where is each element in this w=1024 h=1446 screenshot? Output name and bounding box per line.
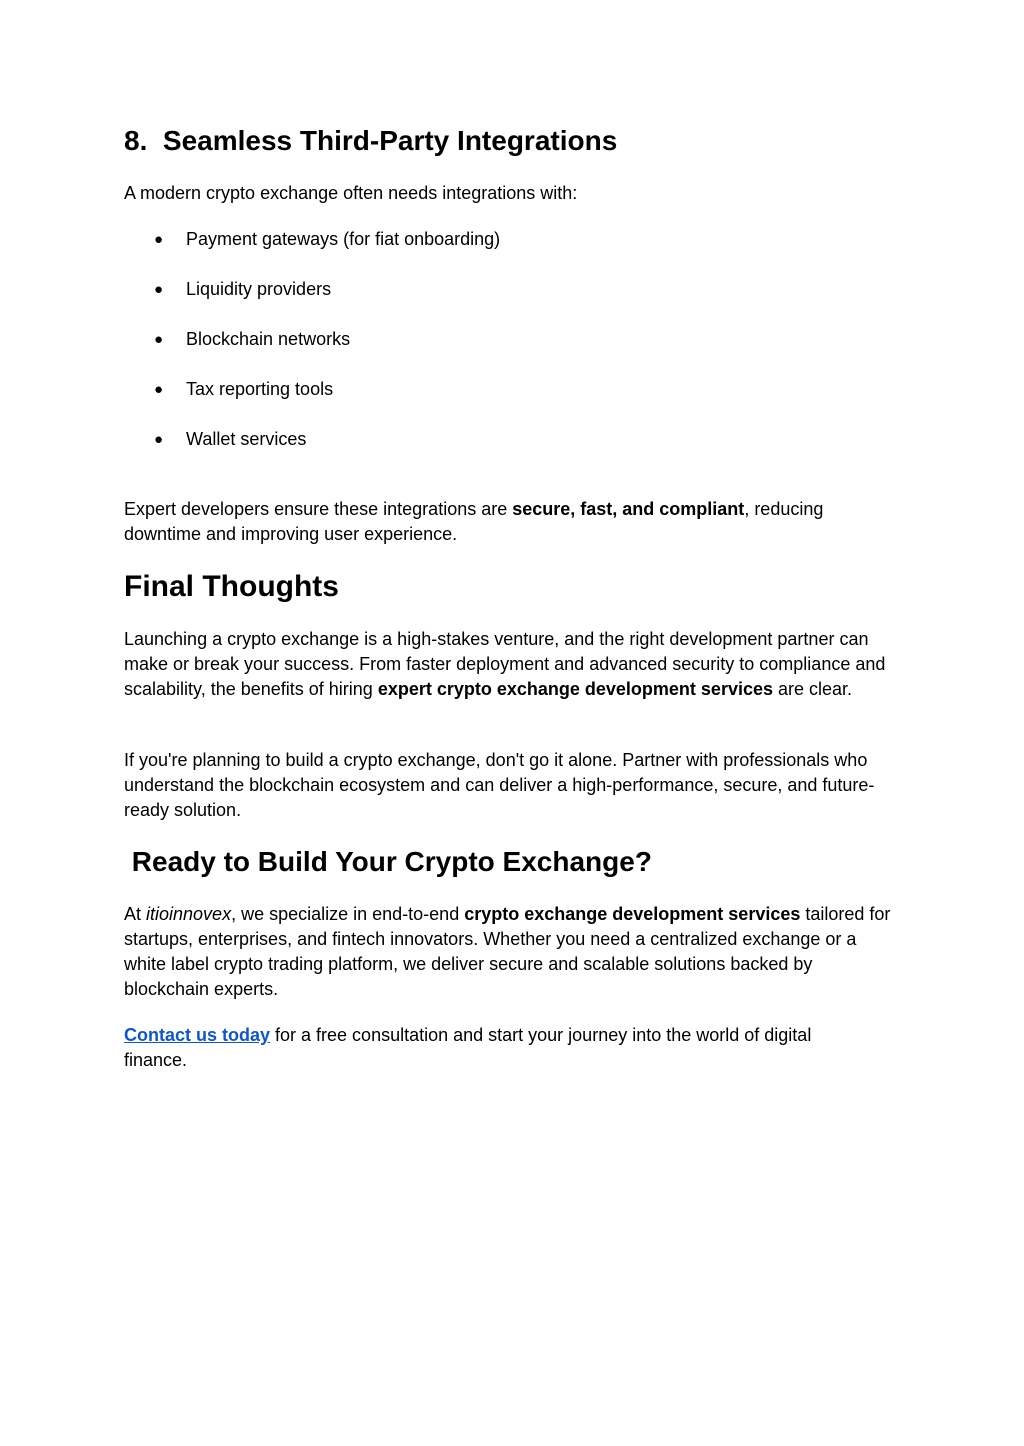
cta-paragraph-2	[124, 1023, 874, 1073]
cta-paragraph-1	[124, 902, 894, 1002]
integrations-intro: A modern crypto exchange often needs integrations with:	[124, 183, 578, 203]
contact-us-link[interactable]: Contact us today	[124, 1025, 271, 1045]
paragraph-text-end: are clear.	[773, 679, 853, 699]
list-item-text: Liquidity providers	[186, 279, 332, 299]
paragraph-emphasis: expert crypto exchange development services	[377, 679, 773, 699]
list-item	[124, 377, 900, 402]
list-item	[124, 227, 900, 252]
cta-text-middle: , we specialize in end-to-end	[231, 904, 465, 924]
section-heading-integrations: 8. Seamless Third-Party Integrations	[124, 125, 618, 156]
list-item-text: Payment gateways (for fiat onboarding)	[186, 229, 501, 249]
list-item-text: Wallet services	[186, 429, 307, 449]
list-item	[124, 277, 900, 302]
section-heading-cta: Ready to Build Your Crypto Exchange?	[124, 846, 652, 877]
final-thoughts-paragraph-1	[124, 627, 894, 702]
summary-text-start: Expert developers ensure these integrations are	[124, 499, 513, 519]
integrations-list	[124, 227, 900, 452]
list-item	[124, 427, 900, 452]
bullet-icon: ●	[154, 331, 164, 348]
cta-text-at: At	[124, 904, 147, 924]
section-heading-final-thoughts: Final Thoughts	[124, 570, 339, 603]
final-thoughts-paragraph-2: If you're planning to build a crypto exchange, don't go it alone. Partner with professionals who understand the blockchain ecosystem and can deliver a high-performance, secure, and future-ready solution.	[124, 750, 875, 820]
list-item-text: Blockchain networks	[186, 329, 351, 349]
bullet-icon: ●	[154, 281, 164, 298]
company-name: itioinnovex	[146, 904, 232, 924]
integrations-summary	[124, 497, 884, 547]
cta-text-end: tailored for startups, enterprises, and fintech innovators. Whether you need a centralized exchange or a white label crypto trading platform, we deliver secure and scalable solutions backed by blockchain experts.	[124, 904, 891, 999]
list-item	[124, 327, 900, 352]
paragraph-text-start: Launching a crypto exchange is a high-stakes venture, and the right development partner can make or break your success. From faster deployment and advanced security to compliance and scalability, the benefits of hiring	[124, 629, 886, 699]
bullet-icon: ●	[154, 381, 164, 398]
summary-text-end: , reducing downtime and improving user experience.	[124, 499, 824, 544]
cta-closing-text: for a free consultation and start your journey into the world of digital finance.	[124, 1025, 812, 1070]
summary-emphasis: secure, fast, and compliant	[512, 499, 745, 519]
cta-emphasis: crypto exchange development services	[464, 904, 801, 924]
bullet-icon: ●	[154, 431, 164, 448]
bullet-icon: ●	[154, 231, 164, 248]
list-item-text: Tax reporting tools	[186, 379, 334, 399]
